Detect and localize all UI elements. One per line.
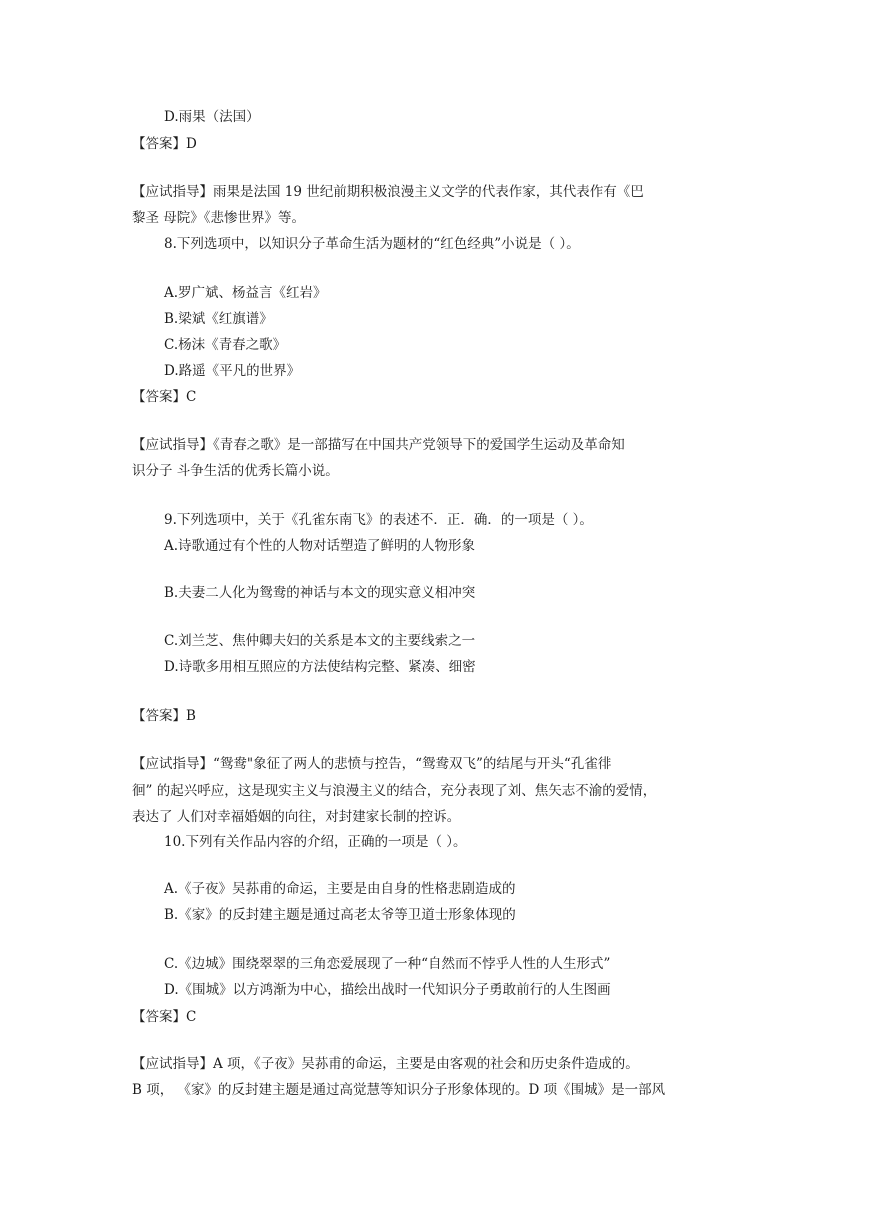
q8-option-b: B.梁斌《红旗谱》 bbox=[164, 311, 273, 327]
q9-answer: 【答案】B bbox=[132, 708, 196, 724]
q7-guide-line-2: 黎圣 母院》《悲惨世界》等。 bbox=[132, 210, 306, 226]
q8-option-d: D.路遥《平凡的世界》 bbox=[164, 363, 301, 379]
q8-guide-line-2: 识分子 斗争生活的优秀长篇小说。 bbox=[132, 463, 339, 479]
q9-guide-line-1: 【应试指导】“鸳鸯"象征了两人的悲愤与控告，“鸳鸯双飞”的结尾与开头“孔雀徘 bbox=[132, 756, 612, 772]
q8-answer: 【答案】C bbox=[132, 389, 197, 405]
q9-option-d: D.诗歌多用相互照应的方法使结构完整、紧凑、细密 bbox=[164, 659, 476, 675]
q10-stem: 10.下列有关作品内容的介绍，正确的一项是（ ）。 bbox=[164, 834, 467, 850]
q10-guide-line-2: B 项， 《家》的反封建主题是通过高觉慧等知识分子形象体现的。D 项《围城》是一部风 bbox=[132, 1082, 666, 1098]
q10-option-c: C.《边城》围绕翠翠的三角恋爱展现了一种“自然而不悖乎人性的人生形式” bbox=[164, 956, 611, 972]
q9-stem: 9.下列选项中，关于《孔雀东南飞》的表述不．正．确．的一项是（ ）。 bbox=[164, 512, 593, 528]
q8-option-c: C.杨沫《青春之歌》 bbox=[164, 337, 287, 353]
q10-option-d: D.《围城》以方鸿渐为中心，描绘出战时一代知识分子勇敢前行的人生图画 bbox=[164, 982, 611, 998]
q10-answer: 【答案】C bbox=[132, 1009, 197, 1025]
q10-option-b: B.《家》的反封建主题是通过高老太爷等卫道士形象体现的 bbox=[164, 907, 516, 923]
q8-option-a: A.罗广斌、杨益言《红岩》 bbox=[164, 285, 327, 301]
q8-guide-line-1: 【应试指导】《青春之歌》是一部描写在中国共产党领导下的爱国学生运动及革命知 bbox=[132, 437, 625, 453]
q9-guide-line-3: 表达了 人们对幸福婚姻的向往，对封建家长制的控诉。 bbox=[132, 809, 461, 825]
q7-guide-line-1: 【应试指导】雨果是法国 19 世纪前期积极浪漫主义文学的代表作家，其代表作有《巴 bbox=[132, 184, 644, 200]
q9-option-a: A.诗歌通过有个性的人物对话塑造了鲜明的人物形象 bbox=[164, 538, 476, 554]
q7-option-d: D.雨果（法国） bbox=[164, 109, 260, 125]
q9-option-b: B.夫妻二人化为鸳鸯的神话与本文的现实意义相冲突 bbox=[164, 585, 476, 601]
q10-guide-line-1: 【应试指导】A 项，《子夜》吴荪甫的命运，主要是由客观的社会和历史条件造成的。 bbox=[132, 1056, 639, 1072]
q9-option-c: C.刘兰芝、焦仲卿夫妇的关系是本文的主要线索之一 bbox=[164, 633, 476, 649]
q10-option-a: A.《子夜》吴荪甫的命运，主要是由自身的性格悲剧造成的 bbox=[164, 881, 516, 897]
q9-guide-line-2: 徊” 的起兴呼应，这是现实主义与浪漫主义的结合，充分表现了刘、焦矢志不渝的爱情， bbox=[132, 783, 657, 799]
q7-answer: 【答案】D bbox=[132, 136, 197, 152]
q8-stem: 8.下列选项中，以知识分子革命生活为题材的“红色经典”小说是（ ）。 bbox=[164, 236, 580, 252]
